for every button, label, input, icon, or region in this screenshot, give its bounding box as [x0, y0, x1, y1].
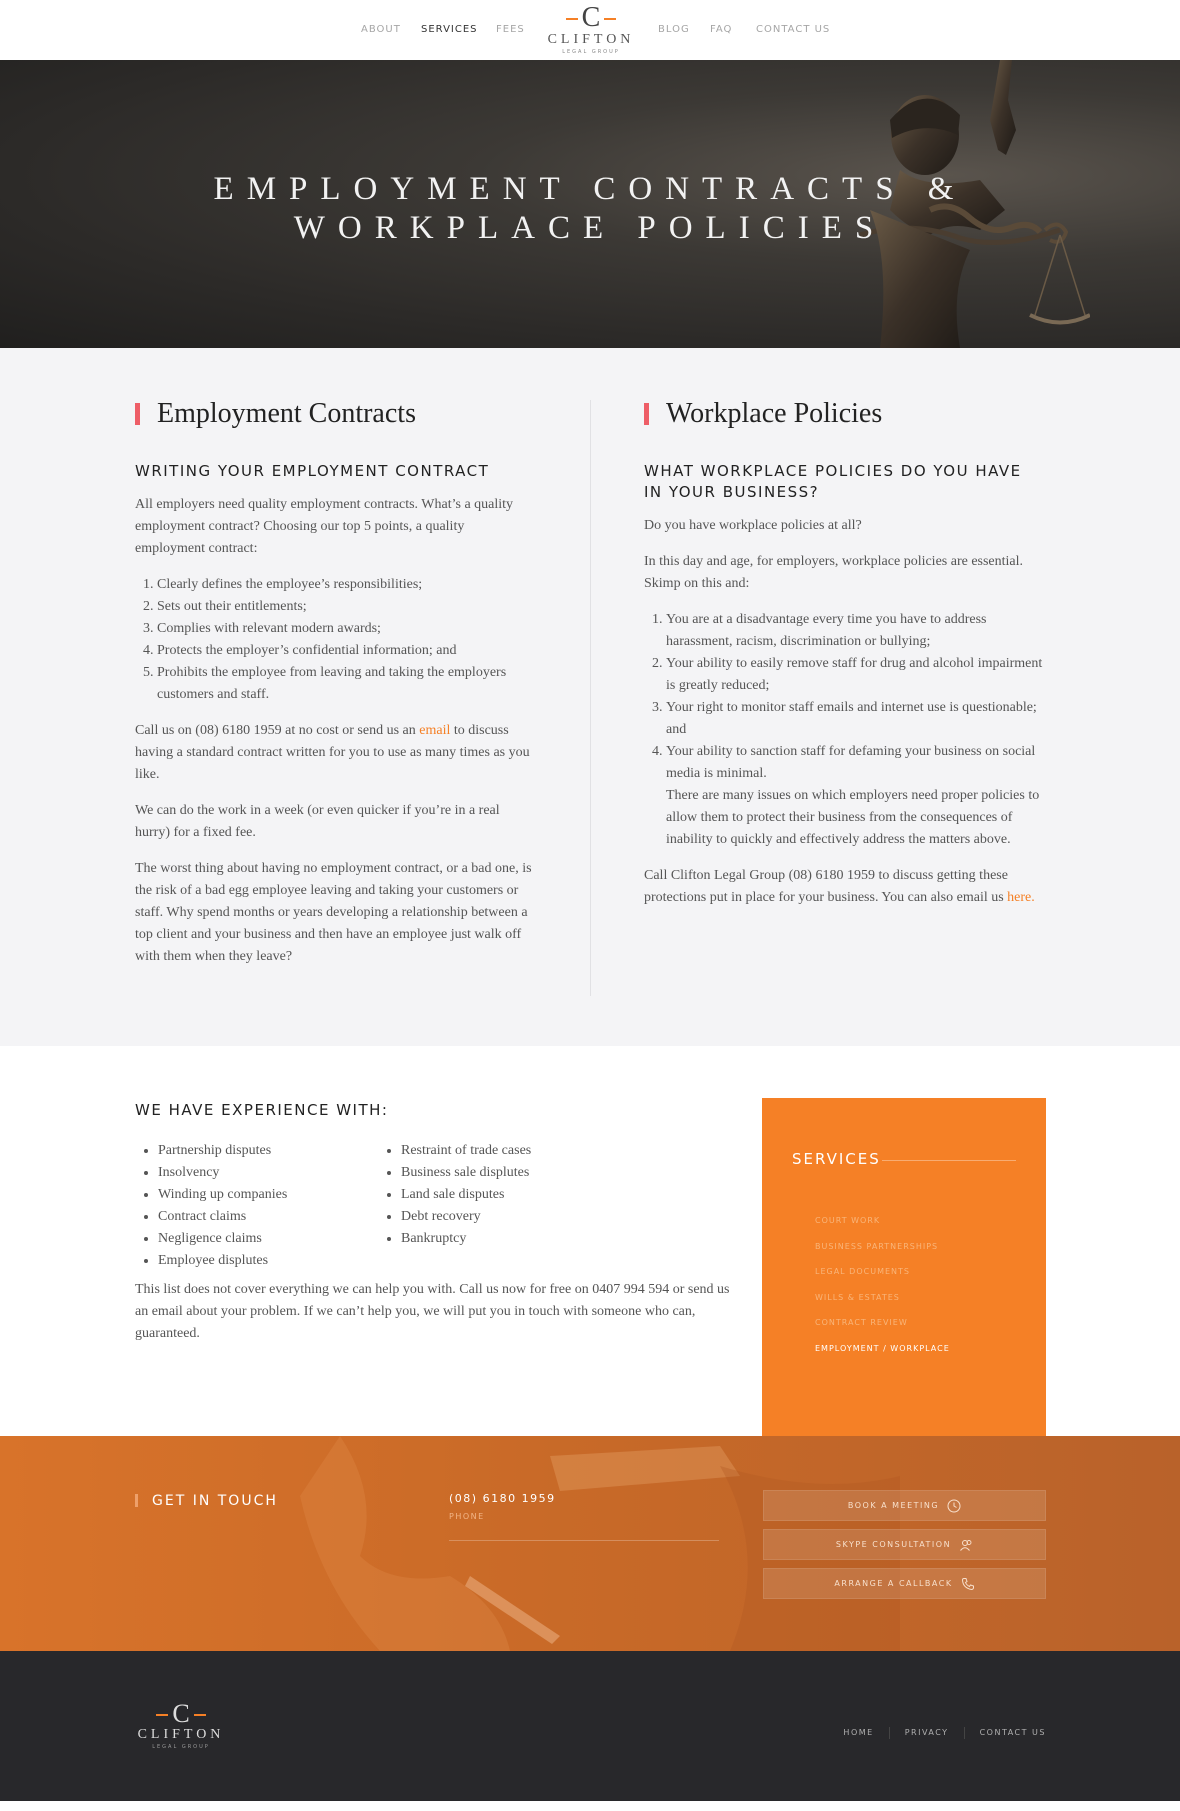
- list-item: • Employee displutes: [158, 1250, 287, 1272]
- list-item: 2. Sets out their entitlements;: [157, 596, 535, 618]
- list-item: 1. Clearly defines the employee’s responsibilities;: [157, 574, 535, 596]
- arrange-callback-button[interactable]: [763, 1568, 1046, 1599]
- logo-wordmark: CLIFTON: [547, 32, 635, 47]
- employment-contracts-column: [135, 398, 535, 968]
- workplace-question: Do you have workplace policies at all?: [644, 518, 862, 533]
- list-item-extra: There are many issues on which employers need proper policies to allow them to protect their business from the consequences of inability to quickly and effectively address the matters above.: [666, 788, 1040, 847]
- list-item: • Land sale disputes: [401, 1184, 531, 1206]
- nav-contact-us[interactable]: CONTACT US: [756, 24, 831, 35]
- nav-blog[interactable]: BLOG: [658, 24, 690, 35]
- list-item: [666, 741, 1044, 851]
- nav-fees[interactable]: FEES: [496, 24, 525, 35]
- experience-list-2: [378, 1140, 531, 1250]
- footer-home-link[interactable]: HOME: [843, 1728, 874, 1737]
- nav-about[interactable]: ABOUT: [361, 24, 401, 35]
- arrange-callback-label: ARRANGE A CALLBACK: [834, 1579, 953, 1588]
- services-menu: [792, 1215, 950, 1369]
- employment-paragraph-3: The worst thing about having no employment contract, or a bad one, is the risk of a bad egg employee leaving and taking your customers or staff. Why spend months or years developing a relationship between a top client and your business and then have an employee just walk off with them when they leave?: [135, 861, 532, 964]
- email-here-link[interactable]: here.: [1007, 890, 1035, 905]
- list-item: • Bankruptcy: [401, 1228, 531, 1250]
- call-text-before: Call Clifton Legal Group (08) 6180 1959 to discuss getting these protections put in place for your business. You can also email us: [644, 868, 1008, 905]
- experience-list-1: [135, 1140, 287, 1272]
- nav-services[interactable]: SERVICES: [421, 24, 478, 35]
- hero-banner: [0, 60, 1180, 348]
- list-item: • Debt recovery: [401, 1206, 531, 1228]
- get-in-touch-heading: GET IN TOUCH: [135, 1493, 278, 1509]
- footer-privacy-link[interactable]: PRIVACY: [889, 1727, 964, 1739]
- list-item: 5. Prohibits the employee from leaving and taking the employers customers and staff.: [157, 662, 535, 706]
- services-content: [0, 348, 1180, 1046]
- workplace-call-paragraph: [644, 865, 1044, 909]
- skype-consultation-label: SKYPE CONSULTATION: [835, 1540, 952, 1549]
- phone-label: PHONE: [449, 1512, 485, 1521]
- workplace-intro: In this day and age, for employers, workplace policies are essential. Skimp on this and:: [644, 554, 1024, 591]
- employment-call-paragraph: [135, 720, 535, 786]
- service-employment-workplace[interactable]: EMPLOYMENT / WORKPLACE: [815, 1343, 950, 1353]
- workplace-policies-subheading: WHAT WORKPLACE POLICIES DO YOU HAVE IN YOUR BUSINESS?: [644, 462, 1022, 501]
- email-link[interactable]: email: [419, 723, 451, 738]
- service-business-partnerships[interactable]: BUSINESS PARTNERSHIPS: [815, 1241, 939, 1251]
- employment-points-list: [135, 574, 535, 706]
- employment-contracts-subheading: WRITING YOUR EMPLOYMENT CONTRACT: [135, 462, 490, 480]
- employment-intro: All employers need quality employment contracts. What’s a quality employment contract? Choosing our top 5 points, a quality employment contract:: [135, 497, 514, 556]
- service-wills-estates[interactable]: WILLS & ESTATES: [815, 1292, 900, 1302]
- experience-section: [0, 1046, 1180, 1436]
- skype-consultation-button[interactable]: [763, 1529, 1046, 1560]
- list-item: • Negligence claims: [158, 1228, 287, 1250]
- logo-initial: C: [135, 1703, 227, 1725]
- list-item: 3. Complies with relevant modern awards;: [157, 618, 535, 640]
- column-divider: [590, 400, 591, 996]
- workplace-policies-heading: Workplace Policies: [644, 398, 1044, 430]
- workplace-points-list: [644, 609, 1044, 851]
- logo-initial: C: [545, 6, 637, 30]
- list-item: • Restraint of trade cases: [401, 1140, 531, 1162]
- list-item: • Winding up companies: [158, 1184, 287, 1206]
- hero-title-line-1: EMPLOYMENT CONTRACTS &: [213, 171, 967, 207]
- clock-icon: [947, 1499, 961, 1513]
- logo-wordmark: CLIFTON: [137, 1727, 225, 1742]
- footer-logo[interactable]: [135, 1699, 227, 1750]
- site-logo[interactable]: [545, 2, 637, 55]
- list-item: 2. Your ability to easily remove staff for drug and alcohol impairment is greatly reduced;: [666, 653, 1044, 697]
- list-item: 3. Your right to monitor staff emails and internet use is questionable; and: [666, 697, 1044, 741]
- phone-number[interactable]: (08) 6180 1959: [449, 1492, 556, 1505]
- phone-divider: [449, 1540, 719, 1541]
- list-item: • Contract claims: [158, 1206, 287, 1228]
- service-contract-review[interactable]: CONTRACT REVIEW: [815, 1318, 908, 1328]
- top-navigation: [0, 0, 1180, 60]
- logo-subtitle: LEGAL GROUP: [562, 49, 620, 55]
- book-meeting-label: BOOK A MEETING: [847, 1501, 940, 1510]
- get-in-touch-section: [0, 1436, 1180, 1651]
- list-item-text: Your ability to sanction staff for defaming your business on social media is minimal.: [666, 744, 1036, 781]
- phone-icon: [961, 1577, 975, 1591]
- footer-contact-link[interactable]: CONTACT US: [964, 1727, 1046, 1739]
- services-title-rule: [882, 1160, 1016, 1161]
- list-item: • Insolvency: [158, 1162, 287, 1184]
- list-item: 1. You are at a disadvantage every time you have to address harassment, racism, discrimination or bullying;: [666, 609, 1044, 653]
- nav-faq[interactable]: FAQ: [710, 24, 733, 35]
- services-sidebar-heading: [792, 1150, 1016, 1168]
- site-footer: [0, 1651, 1180, 1801]
- call-text-before: Call us on (08) 6180 1959 at no cost or send us an: [135, 723, 420, 738]
- services-title: SERVICES: [792, 1150, 881, 1168]
- list-item: • Business sale displutes: [401, 1162, 531, 1184]
- services-sidebar: [762, 1098, 1046, 1436]
- service-court-work[interactable]: COURT WORK: [815, 1216, 881, 1225]
- workplace-policies-column: [644, 398, 1044, 909]
- book-meeting-button[interactable]: [763, 1490, 1046, 1521]
- hero-title-line-2: WORKPLACE POLICIES: [293, 210, 887, 246]
- experience-heading: WE HAVE EXPERIENCE WITH:: [135, 1101, 389, 1119]
- employment-contracts-heading: Employment Contracts: [135, 398, 535, 430]
- service-legal-documents[interactable]: LEGAL DOCUMENTS: [815, 1267, 910, 1277]
- footer-navigation: [828, 1727, 1046, 1739]
- experience-note: This list does not cover everything we can help you with. Call us now for free on 0407 994 594 or send us an email about your problem. If we can’t help you, we will put you in touch with someone who can, guaranteed.: [135, 1282, 730, 1341]
- list-item: 4. Protects the employer’s confidential information; and: [157, 640, 535, 662]
- call-text-after: to discuss having a standard contract written for you to use as many times as you like.: [135, 723, 530, 782]
- employment-paragraph-2: We can do the work in a week (or even quicker if you’re in a real hurry) for a fixed fee.: [135, 803, 500, 840]
- users-icon: [959, 1538, 973, 1552]
- logo-subtitle: LEGAL GROUP: [152, 1744, 210, 1750]
- list-item: • Partnership disputes: [158, 1140, 287, 1162]
